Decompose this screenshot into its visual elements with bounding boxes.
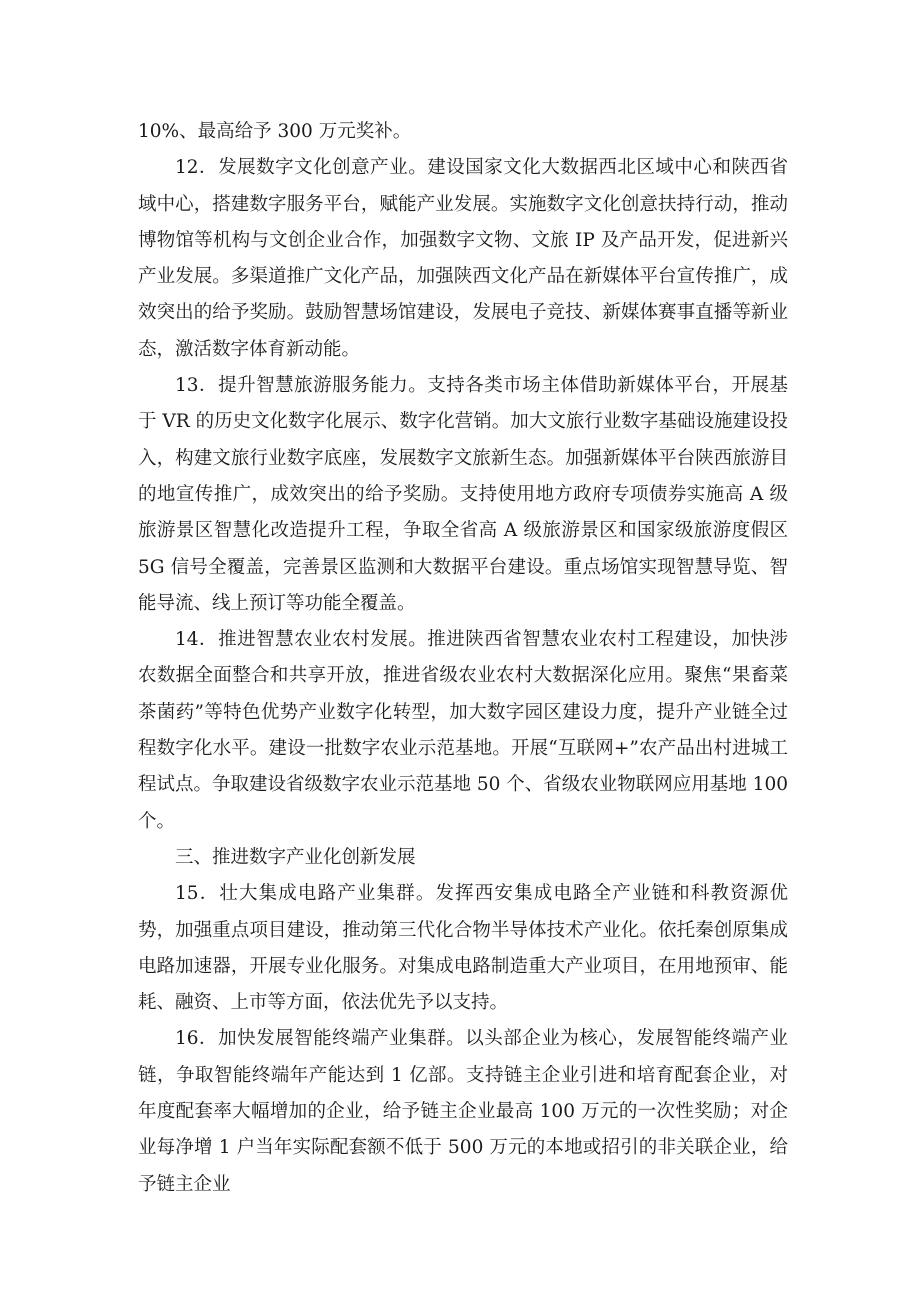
paragraph-item-13: 13．提升智慧旅游服务能力。支持各类市场主体借助新媒体平台，开展基于 VR 的历史文化数字化展示、数字化营销。加大文旅行业数字基础设施建设投入，构建文旅行业数字底座，发展数字文旅新生态。加强新媒体平台陕西旅游目的地宣传推广，成效突出的给予奖励。支持使用地方政府专项债券实施高 A 级旅游景区智慧化改造提升工程，争取全省高 A 级旅游景区和国家级旅游度假区 5G 信号全覆盖，完善景区监测和大数据平台建设。重点场馆实现智慧导览、智能导流、线上预订等功能全覆盖。 [138, 375, 788, 614]
paragraph-item-12: 12．发展数字文化创意产业。建设国家文化大数据西北区域中心和陕西省域中心，搭建数字服务平台，赋能产业发展。实施数字文化创意扶持行动，推动博物馆等机构与文创企业合作，加强数字文物、文旅 IP 及产品开发，促进新兴产业发展。多渠道推广文化产品，加强陕西文化产品在新媒体平台宣传推广，成效突出的给予奖励。鼓励智慧场馆建设，发展电子竞技、新媒体赛事直播等新业态，激活数字体育新动能。 [138, 157, 788, 360]
section-heading: 三、推进数字产业化创新发展 [175, 846, 416, 868]
paragraph-item-14: 14．推进智慧农业农村发展。推进陕西省智慧农业农村工程建设，加快涉农数据全面整合和共享开放，推进省级农业农村大数据深化应用。聚焦“果畜菜茶菌药”等特色优势产业数字化转型，加大数字园区建设力度，提升产业链全过程数字化水平。建设一批数字农业示范基地。开展“互联网+”农产品出村进城工程试点。争取建设省级数字农业示范基地 50 个、省级农业物联网应用基地 100 个。 [138, 629, 788, 832]
document-body [138, 114, 788, 1203]
paragraph-continuation: 10%、最高给予 300 万元奖补。 [138, 121, 412, 142]
paragraph-item-16: 16．加快发展智能终端产业集群。以头部企业为核心，发展智能终端产业链，争取智能终端年产能达到 1 亿部。支持链主企业引进和培育配套企业，对年度配套率大幅增加的企业，给予链主企业最高 100 万元的一次性奖励；对企业每净增 1 户当年实际配套额不低于 500 万元的本地或招引的非关联企业，给予链主企业 [138, 1028, 788, 1195]
paragraph-item-15: 15．壮大集成电路产业集群。发挥西安集成电路全产业链和科教资源优势，加强重点项目建设，推动第三代化合物半导体技术产业化。依托秦创原集成电路加速器，开展专业化服务。对集成电路制造重大产业项目，在用地预审、能耗、融资、上市等方面，依法优先予以支持。 [138, 883, 788, 1014]
